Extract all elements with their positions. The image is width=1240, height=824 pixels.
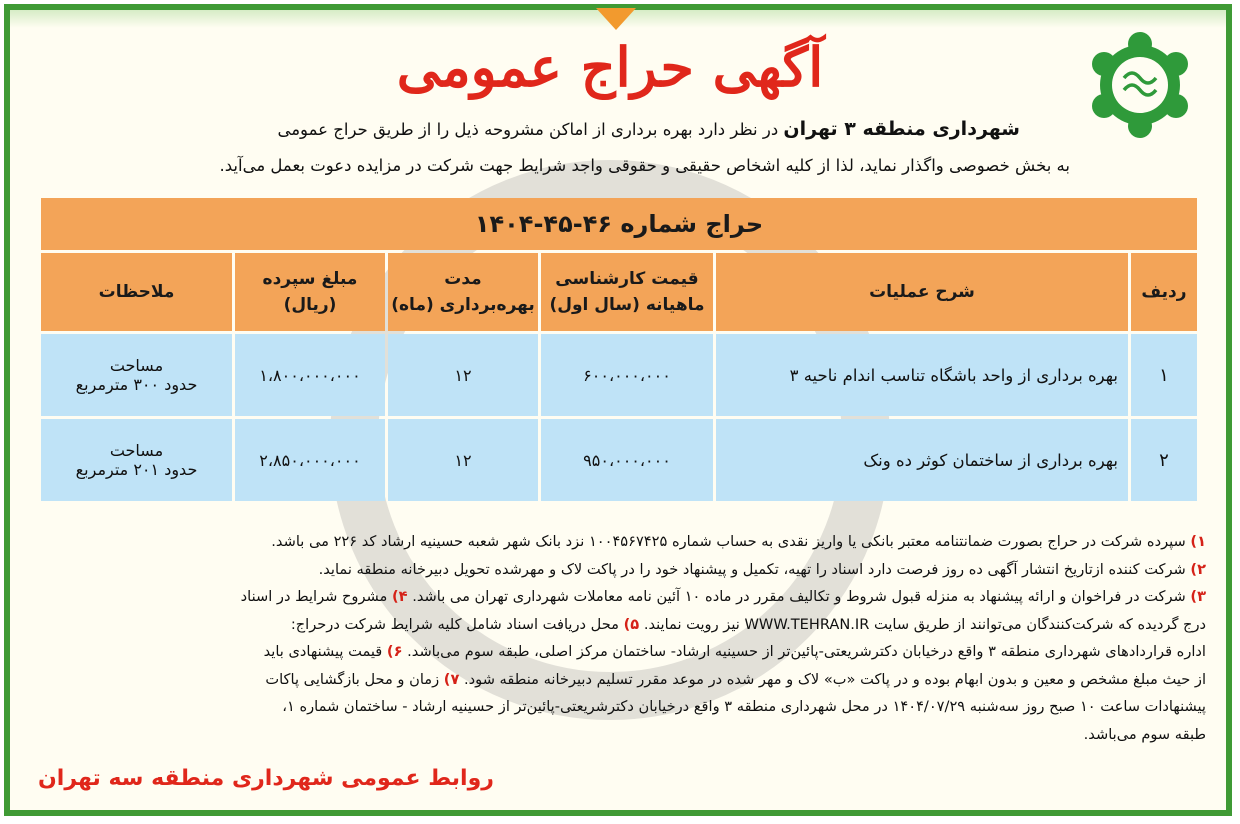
row-operation: بهره برداری از ساختمان کوثر ده ونک (716, 419, 1128, 501)
note-number: ۱) (1190, 533, 1206, 550)
note-1 (36, 528, 1206, 556)
header-duration (388, 253, 538, 331)
row-price: ۹۵۰،۰۰۰،۰۰۰ (541, 419, 713, 501)
header-duration-line2: بهره‌برداری (ماه) (391, 295, 535, 315)
row-number: ۲ (1131, 419, 1197, 501)
ad-title: آگهی حراج عمومی (396, 35, 824, 99)
note-text: درج گردیده که شرکت‌کنندگان می‌توانند از طریق سایت WWW.TEHRAN.IR نیز رویت نمایند. (643, 615, 1206, 633)
note-number: ۳) (1190, 588, 1206, 605)
note-text: قیمت پیشنهادی باید (263, 643, 387, 660)
note-number: ۵) (623, 615, 640, 633)
intro-line-1-text: در نظر دارد بهره برداری از اماکن مشروحه ذیل را از طریق حراج عمومی (277, 120, 784, 139)
header-price-line1: قیمت کارشناسی (555, 269, 699, 289)
note-text: شرکت در فراخوان و ارائه پیشنهاد به منزله قبول شروط و تکالیف مقرر در ماده ۱۰ آئین نامه معاملات شهرداری تهران می باشد. (412, 588, 1191, 605)
note-3-4 (36, 583, 1206, 611)
header-price (541, 253, 713, 331)
note-5-6 (36, 638, 1206, 666)
header-deposit-line1: مبلغ سپرده (262, 269, 358, 289)
auction-table (38, 195, 1200, 504)
note-text: سپرده شرکت در حراج بصورت ضمانتنامه معتبر بانکی یا واریز نقدی به حساب شماره ۱۰۰۴۵۶۷۴۲۵ نزد بانک شهر شعبه حسینیه ارشاد کد ۲۲۶ می باشد. (271, 533, 1191, 550)
row-notes (41, 419, 232, 501)
note-7-cont: پیشنهادات ساعت ۱۰ صبح روز سه‌شنبه ۱۴۰۴/۰۷/۲۹ در محل شهرداری منطقه ۳ واقع درخیابان دکترشریعتی-پائین‌تر از حسینیه ارشاد - ساختمان شماره ۱، (282, 698, 1206, 715)
row-note-line2: حدود ۲۰۱ مترمربع (75, 460, 198, 479)
header-duration-line1: مدت (444, 269, 482, 289)
public-relations-signature: روابط عمومی شهرداری منطقه سه تهران (38, 766, 494, 791)
note-number: ۷) (443, 670, 460, 688)
note-4-5 (36, 611, 1206, 639)
intro-line-2: به بخش خصوصی واگذار نماید، لذا از کلیه اشخاص حقیقی و حقوقی واجد شرایط جهت شرکت در مزایده دعوت بعمل می‌آید. (219, 156, 1070, 175)
table-row (41, 334, 1197, 416)
header-price-line2: ماهیانه (سال اول) (549, 295, 705, 315)
municipality-name: شهرداری منطقه ۳ تهران (783, 118, 1020, 140)
row-duration: ۱۲ (388, 419, 538, 501)
header-deposit-line2: (ریال) (283, 295, 337, 315)
note-text: زمان و محل بازگشایی پاکات (265, 670, 444, 688)
table-row (41, 419, 1197, 501)
note-text: محل دریافت اسناد شامل کلیه شرایط شرکت درحراج: (290, 615, 624, 633)
note-number: ۶) (386, 643, 403, 660)
row-operation: بهره برداری از واحد باشگاه تناسب اندام ناحیه ۳ (716, 334, 1128, 416)
note-number: ۴) (392, 588, 408, 605)
row-note-line1: مساحت (109, 356, 164, 375)
row-deposit: ۲،۸۵۰،۰۰۰،۰۰۰ (235, 419, 385, 501)
header-operation: شرح عملیات (716, 253, 1128, 331)
note-6-7 (36, 666, 1206, 694)
note-text: مشروح شرایط در اسناد (240, 588, 392, 605)
tehran-municipality-logo (1080, 30, 1200, 140)
row-notes (41, 334, 232, 416)
top-notch-marker (596, 8, 636, 30)
auction-number-caption: حراج شماره ۴۶-۴۵-۱۴۰۴ (41, 198, 1197, 250)
row-note-line1: مساحت (109, 441, 164, 460)
row-note-line2: حدود ۳۰۰ مترمربع (75, 375, 198, 394)
row-deposit: ۱،۸۰۰،۰۰۰،۰۰۰ (235, 334, 385, 416)
row-price: ۶۰۰،۰۰۰،۰۰۰ (541, 334, 713, 416)
row-number: ۱ (1131, 334, 1197, 416)
note-2 (36, 556, 1206, 584)
note-7-end: طبقه سوم می‌باشد. (1083, 725, 1206, 743)
row-duration: ۱۲ (388, 334, 538, 416)
note-text: شرکت کننده ازتاریخ انتشار آگهی ده روز فرصت دارد اسناد را تهیه، تکمیل و پیشنهاد خود را در پاکت لاک و مهرشده تحویل دبیرخانه منطقه نماید. (318, 560, 1191, 578)
header-notes: ملاحظات (41, 253, 232, 331)
table-header-row (41, 253, 1197, 331)
conditions-notes (36, 528, 1206, 748)
note-number: ۲) (1190, 560, 1206, 578)
note-text: از حیث مبلغ مشخص و معین و بدون ابهام بوده و در پاکت «ب» لاک و مهر شده در موعد مقرر تسلیم دبیرخانه منطقه شود. (464, 670, 1206, 688)
header-deposit (235, 253, 385, 331)
intro-line-1 (60, 118, 1020, 140)
note-text: اداره قراردادهای شهرداری منطقه ۳ واقع درخیابان دکترشریعتی-پائین‌تر از حسینیه ارشاد- ساختمان مرکز اصلی، طبقه سوم می‌باشد. (407, 643, 1206, 660)
header-row-number: ردیف (1131, 253, 1197, 331)
